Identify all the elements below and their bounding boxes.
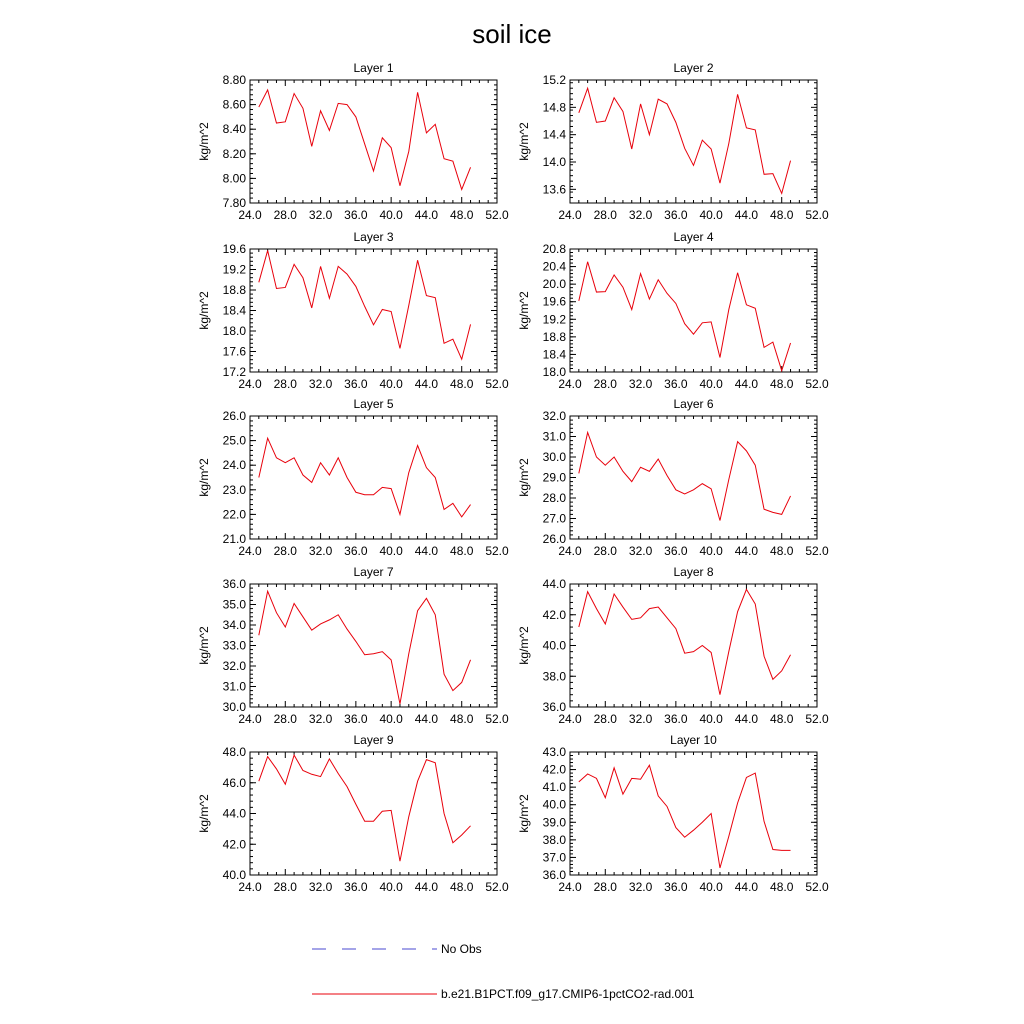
figure-title: soil ice [472, 19, 552, 49]
y-tick-label: 42.0 [222, 837, 246, 852]
x-tick-label: 52.0 [805, 377, 829, 391]
x-tick-label: 32.0 [308, 880, 333, 894]
panel-title: Layer 2 [673, 61, 714, 75]
y-tick-label: 29.0 [542, 470, 566, 485]
y-tick-label: 35.0 [222, 597, 246, 612]
y-tick-label: 39.0 [542, 815, 566, 830]
y-axis-label: kg/m^2 [197, 291, 211, 330]
y-tick-label: 13.6 [542, 182, 566, 197]
x-tick-label: 52.0 [485, 377, 509, 391]
series-line [259, 90, 471, 190]
x-tick-label: 24.0 [238, 544, 262, 558]
x-tick-label: 24.0 [558, 712, 582, 726]
x-tick-label: 52.0 [805, 712, 829, 726]
chart-panel-3 [197, 230, 509, 391]
x-tick-label: 32.0 [308, 377, 333, 391]
plot-frame [250, 752, 497, 875]
y-axis-label: kg/m^2 [197, 458, 211, 497]
y-tick-label: 40.0 [542, 638, 566, 653]
y-tick-label: 30.0 [222, 700, 246, 714]
panel-title: Layer 10 [670, 733, 717, 747]
y-tick-label: 41.0 [542, 780, 566, 795]
y-tick-label: 8.80 [222, 73, 246, 87]
x-tick-label: 32.0 [628, 208, 653, 222]
x-tick-label: 48.0 [770, 544, 794, 558]
series-line [259, 251, 471, 360]
y-axis-label: kg/m^2 [197, 626, 211, 665]
chart-panel-2 [517, 61, 829, 222]
y-tick-label: 18.4 [222, 303, 246, 318]
x-tick-label: 44.0 [414, 544, 439, 558]
x-tick-label: 32.0 [308, 544, 333, 558]
series-line [259, 438, 471, 517]
y-tick-label: 33.0 [222, 638, 246, 653]
x-tick-label: 36.0 [664, 377, 688, 391]
x-tick-label: 52.0 [485, 208, 509, 222]
y-tick-label: 8.40 [222, 122, 246, 137]
x-tick-label: 48.0 [450, 880, 474, 894]
legend [312, 942, 695, 1001]
x-tick-label: 32.0 [628, 377, 653, 391]
x-tick-label: 52.0 [485, 712, 509, 726]
series-line [579, 765, 791, 868]
x-tick-label: 28.0 [273, 544, 297, 558]
y-tick-label: 38.0 [542, 832, 566, 847]
y-tick-label: 19.6 [222, 242, 246, 256]
y-axis-label: kg/m^2 [197, 122, 211, 161]
x-tick-label: 40.0 [379, 712, 403, 726]
y-tick-label: 17.6 [222, 344, 246, 359]
x-tick-label: 40.0 [699, 880, 723, 894]
y-tick-label: 36.0 [542, 700, 566, 714]
y-tick-label: 42.0 [542, 762, 566, 777]
y-tick-label: 7.80 [222, 196, 246, 210]
x-tick-label: 44.0 [734, 544, 759, 558]
panels [197, 61, 829, 894]
series-line [579, 88, 791, 193]
x-tick-label: 32.0 [308, 712, 333, 726]
x-tick-label: 24.0 [558, 880, 582, 894]
y-tick-label: 19.6 [542, 294, 566, 309]
plot-frame [250, 584, 497, 707]
y-tick-label: 37.0 [542, 850, 566, 865]
y-tick-label: 26.0 [542, 532, 566, 546]
x-tick-label: 48.0 [450, 377, 474, 391]
x-tick-label: 24.0 [558, 208, 582, 222]
panel-title: Layer 5 [353, 397, 394, 411]
chart-panel-7 [197, 565, 509, 726]
y-tick-label: 8.00 [222, 171, 246, 186]
y-tick-label: 17.2 [222, 365, 246, 379]
x-tick-label: 40.0 [379, 208, 403, 222]
x-tick-label: 24.0 [238, 208, 262, 222]
x-tick-label: 48.0 [770, 880, 794, 894]
series-line [579, 589, 791, 694]
x-tick-label: 24.0 [238, 712, 262, 726]
x-tick-label: 28.0 [273, 712, 297, 726]
x-tick-label: 28.0 [593, 377, 617, 391]
x-tick-label: 52.0 [805, 544, 829, 558]
y-tick-label: 34.0 [222, 618, 246, 632]
series-line [579, 432, 791, 520]
plot-frame [570, 752, 817, 875]
x-tick-label: 36.0 [344, 544, 368, 558]
y-axis-label: kg/m^2 [517, 458, 531, 497]
x-tick-label: 28.0 [273, 377, 297, 391]
x-tick-label: 28.0 [593, 712, 617, 726]
y-tick-label: 22.0 [222, 507, 246, 522]
x-tick-label: 32.0 [308, 208, 333, 222]
x-tick-label: 32.0 [628, 880, 653, 894]
x-tick-label: 48.0 [450, 544, 474, 558]
x-tick-label: 52.0 [485, 544, 509, 558]
x-tick-label: 36.0 [664, 712, 688, 726]
y-tick-label: 42.0 [542, 607, 566, 622]
y-tick-label: 31.0 [222, 679, 246, 694]
panel-title: Layer 3 [353, 230, 394, 244]
series-line [259, 591, 471, 704]
x-tick-label: 24.0 [238, 377, 262, 391]
y-tick-label: 32.0 [542, 409, 566, 423]
x-tick-label: 36.0 [344, 880, 368, 894]
plot-frame [250, 416, 497, 539]
x-tick-label: 32.0 [628, 712, 653, 726]
y-tick-label: 21.0 [222, 532, 246, 546]
series-line [579, 262, 791, 371]
y-tick-label: 44.0 [542, 577, 566, 591]
y-tick-label: 27.0 [542, 511, 566, 526]
y-axis-label: kg/m^2 [517, 794, 531, 833]
y-tick-label: 18.0 [222, 324, 246, 338]
x-tick-label: 48.0 [770, 377, 794, 391]
y-tick-label: 18.4 [542, 347, 566, 362]
panel-title: Layer 9 [353, 733, 394, 747]
panel-title: Layer 6 [673, 397, 714, 411]
x-tick-label: 40.0 [699, 712, 723, 726]
y-tick-label: 14.4 [542, 127, 566, 142]
y-tick-label: 25.0 [222, 433, 246, 448]
x-tick-label: 36.0 [664, 544, 688, 558]
y-tick-label: 8.20 [222, 146, 246, 161]
y-tick-label: 44.0 [222, 806, 246, 821]
y-tick-label: 48.0 [222, 745, 246, 759]
x-tick-label: 44.0 [414, 377, 439, 391]
y-tick-label: 30.0 [542, 450, 566, 464]
x-tick-label: 44.0 [734, 208, 759, 222]
y-tick-label: 36.0 [542, 868, 566, 882]
x-tick-label: 24.0 [238, 880, 262, 894]
x-tick-label: 24.0 [558, 544, 582, 558]
x-tick-label: 44.0 [734, 377, 759, 391]
x-tick-label: 36.0 [344, 377, 368, 391]
x-tick-label: 44.0 [734, 880, 759, 894]
x-tick-label: 28.0 [273, 208, 297, 222]
y-tick-label: 20.8 [542, 242, 566, 256]
panel-title: Layer 4 [673, 230, 714, 244]
y-tick-label: 40.0 [222, 868, 246, 882]
x-tick-label: 40.0 [699, 208, 723, 222]
y-tick-label: 20.0 [542, 277, 566, 292]
y-tick-label: 32.0 [222, 659, 246, 673]
plot-frame [570, 249, 817, 372]
x-tick-label: 24.0 [558, 377, 582, 391]
x-tick-label: 48.0 [770, 712, 794, 726]
y-tick-label: 8.60 [222, 97, 246, 112]
x-tick-label: 40.0 [379, 880, 403, 894]
x-tick-label: 36.0 [344, 208, 368, 222]
x-tick-label: 44.0 [414, 208, 439, 222]
y-tick-label: 26.0 [222, 409, 246, 423]
y-tick-label: 18.0 [542, 365, 566, 379]
y-axis-label: kg/m^2 [197, 794, 211, 833]
plot-frame [570, 80, 817, 203]
x-tick-label: 28.0 [593, 544, 617, 558]
chart-panel-5 [197, 397, 509, 558]
y-axis-label: kg/m^2 [517, 122, 531, 161]
x-tick-label: 44.0 [414, 712, 439, 726]
x-tick-label: 48.0 [450, 712, 474, 726]
series-line [259, 755, 471, 861]
x-tick-label: 44.0 [734, 712, 759, 726]
y-tick-label: 18.8 [222, 283, 246, 297]
y-tick-label: 24.0 [222, 458, 246, 473]
chart-panel-1 [197, 61, 509, 222]
y-tick-label: 14.0 [542, 155, 566, 169]
chart-panel-4 [517, 230, 829, 391]
panel-title: Layer 7 [353, 565, 394, 579]
x-tick-label: 52.0 [805, 880, 829, 894]
x-tick-label: 52.0 [485, 880, 509, 894]
y-tick-label: 23.0 [222, 482, 246, 497]
y-tick-label: 19.2 [222, 262, 246, 277]
y-tick-label: 43.0 [542, 745, 566, 759]
y-tick-label: 31.0 [542, 429, 566, 444]
y-axis-label: kg/m^2 [517, 626, 531, 665]
x-tick-label: 28.0 [593, 208, 617, 222]
chart-panel-6 [517, 397, 829, 558]
plot-frame [250, 249, 497, 372]
y-tick-label: 28.0 [542, 491, 566, 505]
chart-panel-8 [517, 565, 829, 726]
y-axis-label: kg/m^2 [517, 291, 531, 330]
y-tick-label: 20.4 [542, 259, 566, 274]
x-tick-label: 36.0 [664, 208, 688, 222]
chart-panel-9 [197, 733, 509, 894]
legend-label-no-obs: No Obs [441, 942, 482, 956]
y-tick-label: 14.8 [542, 100, 566, 115]
x-tick-label: 48.0 [770, 208, 794, 222]
panel-title: Layer 1 [353, 61, 394, 75]
x-tick-label: 28.0 [593, 880, 617, 894]
x-tick-label: 28.0 [273, 880, 297, 894]
y-tick-label: 38.0 [542, 669, 566, 684]
panel-title: Layer 8 [673, 565, 714, 579]
y-tick-label: 46.0 [222, 775, 246, 790]
x-tick-label: 40.0 [379, 544, 403, 558]
x-tick-label: 52.0 [805, 208, 829, 222]
chart-panel-10 [517, 733, 829, 894]
y-tick-label: 40.0 [542, 797, 566, 812]
y-tick-label: 18.8 [542, 329, 566, 344]
x-tick-label: 32.0 [628, 544, 653, 558]
legend-label-model: b.e21.B1PCT.f09_g17.CMIP6-1pctCO2-rad.001 [441, 987, 695, 1001]
y-tick-label: 15.2 [542, 73, 566, 87]
x-tick-label: 36.0 [664, 880, 688, 894]
x-tick-label: 48.0 [450, 208, 474, 222]
x-tick-label: 36.0 [344, 712, 368, 726]
y-tick-label: 19.2 [542, 312, 566, 327]
x-tick-label: 40.0 [699, 544, 723, 558]
y-tick-label: 36.0 [222, 577, 246, 591]
plot-frame [570, 584, 817, 707]
plot-frame [570, 416, 817, 539]
x-tick-label: 40.0 [379, 377, 403, 391]
x-tick-label: 40.0 [699, 377, 723, 391]
x-tick-label: 44.0 [414, 880, 439, 894]
